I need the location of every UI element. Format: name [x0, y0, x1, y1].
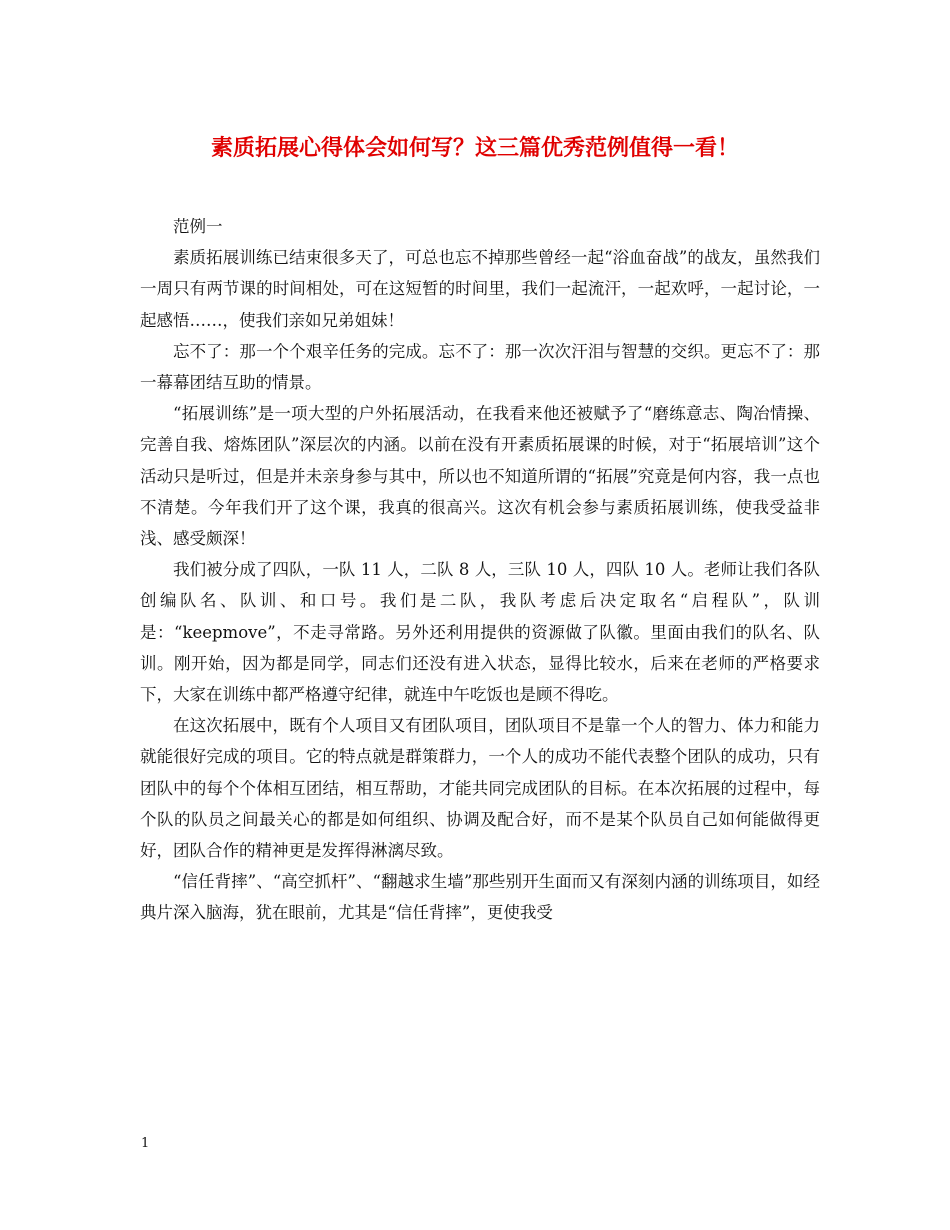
- paragraph: 我们被分成了四队，一队 11 人，二队 8 人，三队 10 人，四队 10 人。老师让我们各队创编队名、队训、和口号。我们是二队，我队考虑后决定取名“启程队”，队训是：“keepmove”，不走寻常路。另外还利用提供的资源做了队徽。里面由我们的队名、队训。刚开始，因为都是同学，同志们还没有进入状态，显得比较水，后来在老师的严格要求下，大家在训练中都严格遵守纪律，就连中午吃饭也是顾不得吃。: [140, 560, 820, 705]
- paragraph: 在这次拓展中，既有个人项目又有团队项目，团队项目不是靠一个人的智力、体力和能力就能很好完成的项目。它的特点就是群策群力，一个人的成功不能代表整个团队的成功，只有团队中的每个个体相互团结，相互帮助，才能共同完成团队的目标。在本次拓展的过程中，每个队的队员之间最关心的都是如何组织、协调及配合好，而不是某个队员自己如何能做得更好，团队合作的精神更是发挥得淋漓尽致。: [140, 716, 820, 861]
- document-title: 素质拓展心得体会如何写？这三篇优秀范例值得一看！: [210, 135, 739, 161]
- paragraph: “拓展训练”是一项大型的户外拓展活动，在我看来他还被赋予了“磨练意志、陶冶情操、完善自我、熔炼团队”深层次的内涵。以前在没有开素质拓展课的时候，对于“拓展培训”这个活动只是听过，但是并未亲身参与其中，所以也不知道所谓的“拓展”究竟是何内容，我一点也不清楚。今年我们开了这个课，我真的很高兴。这次有机会参与素质拓展训练，使我受益非浅、感受颇深！: [140, 404, 820, 549]
- document-body: [140, 211, 820, 929]
- section-heading: 范例一: [173, 217, 223, 236]
- paragraph: “信任背摔”、“高空抓杆”、“翻越求生墙”那些别开生面而又有深刻内涵的训练项目，如经典片深入脑海，犹在眼前，尤其是“信任背摔”，更使我受: [140, 872, 820, 923]
- paragraph: 素质拓展训练已结束很多天了，可总也忘不掉那些曾经一起“浴血奋战”的战友，虽然我们一周只有两节课的时间相处，可在这短暂的时间里，我们一起流汗，一起欢呼，一起讨论，一起感悟……，使我们亲如兄弟姐妹！: [140, 248, 820, 330]
- page-number: 1: [141, 1136, 150, 1151]
- paragraph: 忘不了：那一个个艰辛任务的完成。忘不了：那一次次汗泪与智慧的交织。更忘不了：那一幕幕团结互助的情景。: [140, 341, 820, 393]
